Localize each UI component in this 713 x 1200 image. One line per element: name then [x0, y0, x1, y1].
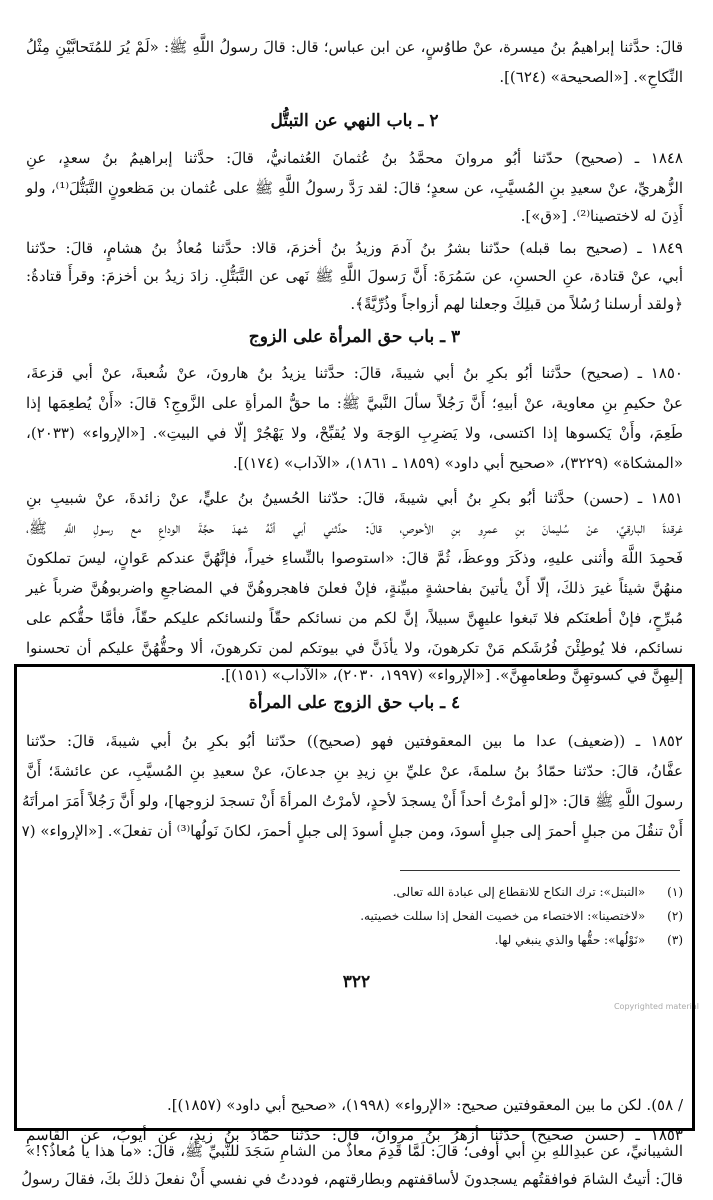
text-line: النِّكاحِ». [«الصحيحة» (٦٢٤)]. [499, 68, 683, 86]
copyright-watermark: Copyrighted material [613, 1002, 699, 1011]
hadith-line: إليهِنَّ في كسوتهِنَّ وطعامهِنَّ». [«الإرواء» (١٩٩٧، ٢٠٣٠)، «الآداب» (١٥١)]. [220, 666, 683, 684]
footnote-number: (٢) [667, 909, 683, 923]
hadith-line: رسولَ اللَّهِ ﷺ قالَ: «[لو أمرْتُ أحداً أَنْ يسجدَ لأحدٍ، لأمرْتُ المرأةَ أَنْ تسجدَ لزوجها]، ولو أَنَّ رَجُلاً أَمَرَ امرأتَهُ [22, 792, 683, 810]
hadith-line: أَنْ تنقُلَ من جبلٍ أحمرَ إلى جبلٍ أسودَ، ومن جبلٍ أسودَ إلى جبلٍ أحمرَ، لكانَ نَولُها⁽³⁾ أن تفعلَ». [«الإرواء» (٧ [21, 822, 683, 840]
footnote [320, 930, 683, 950]
hadith-line: ﴿ولقد أرسلنا رُسُلاً من قبلِكَ وجعلنا لهم أزواجاً وذُرِّيَّةً﴾. [350, 295, 683, 313]
hadith-line: ١٨٥٠ ـ (صحيح) حدَّثنا أبُو بكرِ بنُ أبي شيبةَ، قالَ: حدَّثنا يزيدُ بنُ هارونَ، عنْ شُعبةَ، عنْ أبي قزعةَ، [26, 364, 683, 382]
chapter-title: ٤ ـ باب حق الزوج على المرأة [248, 693, 461, 713]
hadith-line: مُبرِّحٍ، فإنْ أطعنَكم فلا تَبغوا عليهِنَّ سبيلاً، إنَّ لكم من نسائكم حقّاً ولنسائكم عليكم حقّاً، فأمَّا حقُّكم على [26, 609, 683, 627]
page-number: ٣٢٢ [342, 972, 371, 992]
chapter-title: ٢ ـ باب النهي عن التبتُّل [270, 111, 439, 131]
text-line: ١٨٥٣ ـ (حسن صحيح) حدّثنا أزهرُ بنُ مروانَ، قالَ: حدّثنا حمّادُ بنُ زيدٍ، عن أيوبَ، عن القاسمِ [26, 1126, 683, 1144]
hadith-line: عفَّانُ، قالَ: حدّثنا حمّادُ بنُ سلمةَ، عنْ عليِّ بنِ زيدِ بنِ جدعانَ، عنْ سعيدِ بنِ المُسيَّبِ، عن عائشةَ؛ أَنَّ [26, 762, 683, 780]
footnote [320, 882, 683, 902]
hadith-line: نسائكم، فلا يُوطِئْنَ فُرُشَكم مَنْ تكرهونَ، ولا يأذَنَّ في بيوتكم لمن تكرهونَ، ألا وحقُّهُنَّ عليكم أن تحسنوا [26, 639, 683, 657]
hadith-line: أَذِنَ له لاختصينا⁽²⁾. [«ق»]. [520, 207, 683, 225]
text-line: قالَ: حدَّثنا إبراهيمُ بنُ ميسرة، عنْ طاوُسٍ، عن ابن عباس؛ قال: قالَ رسولُ اللَّهِ ﷺ: «لَمْ يُرَ للمُتَحابَّيْنِ مِثْلُ [26, 38, 683, 56]
hadith-line: أبي، عنْ قتادة، عنِ الحسنِ، عن سَمُرَةَ: أَنَّ رَسولَ اللَّهِ ﷺ نَهى عن التَّبَتُّلِ. زادَ زيدُ بن أخزمَ: وقرأَ قتادةُ: [26, 267, 683, 285]
footnote-number: (١) [667, 885, 683, 899]
footnote [320, 906, 683, 926]
hadith-line: ١٨٤٨ ـ (صحيح) حدّثنا أبُو مروانَ محمَّدُ بنُ عُثمانَ العُثمانيُّ، قالَ: حدَّثنا إبراهيمُ بنُ سعدٍ، عنِ [26, 149, 683, 167]
footnote-text: «لاختصينا»: الاختصاء من خصيت الفحل إذا سللت خصيتيه. [360, 909, 646, 923]
hadith-line: فَحمِدَ اللَّهَ وأثنى عليهِ، وذكَرَ ووعظَ، ثُمَّ قالَ: «استوصوا بالنِّساءِ خيراً، فإنَّهُنَّ عندكم عَوانٍ، ليسَ تملكونَ [26, 549, 683, 567]
text-line: قالَ: أتيتُ الشامَ فوافقتُهم يسجدونَ لأساقفتهم وبطارقتهم، فوددتُ في نفسي أَنْ نفعلَ ذلكَ بكَ، فقالَ رسولُ [21, 1170, 683, 1188]
hadith-line: طَعِمَ، وأَنْ يَكسوها إذا اكتسى، ولا يَضرِبِ الوَجهَ ولا يُقبِّحْ، ولا يَهْجُرْ إلّا في البيتِ». [«الإرواء» (٢٠٣٣)، [26, 424, 683, 442]
footnote-rule [400, 870, 680, 871]
hadith-line: ١٨٥٢ ـ ((ضعيف) عدا ما بين المعقوفتين فهو (صحيح)) حدّثنا أبُو بكرِ بنُ أبي شيبةَ، قالَ: حدّثنا [26, 732, 683, 750]
hadith-line: عنْ حكيمِ بنِ معاوية، عنْ أبيهِ؛ أَنَّ رَجُلاً سألَ النَّبيَّ ﷺ: ما حقُّ المرأةِ على الزَّوجِ؟ قالَ: «أَنْ يُطعِمَها إذا [26, 394, 683, 412]
hadith-line: الزُّهريِّ، عنْ سعيدِ بنِ المُسيَّبِ، عن سعدٍ؛ قالَ: لقد رَدَّ رسولُ اللَّهِ ﷺ على عُثمان بن مَظعونٍ التَّبَتُّلَ⁽¹⁾، ولو [26, 179, 683, 197]
chapter-title: ٣ ـ باب حق المرأة على الزوج [248, 327, 461, 347]
hadith-line: غرقدةَ البارقيِّ، عنْ سُليمانَ بنِ عمرِو بنِ الأحوصِ، قالَ: حدَّثني أبي أنَّهُ شهدَ حجَّةَ الوداعِ مع رسولِ اللَّهِ ﷺ، [26, 519, 683, 537]
hadith-line: ١٨٤٩ ـ (صحيح بما قبله) حدّثنا بشرُ بنُ آدمَ وزيدُ بنُ أخزمَ، قالا: حدَّثنا مُعاذُ بنُ هشامٍ، قالَ: حدّثنا [26, 239, 683, 257]
hadith-line: «المشكاة» (٣٢٢٩)، «صحيح أبي داود» (١٨٥٩ ـ ١٨٦١)، «الآداب» (١٧٤)]. [232, 454, 683, 472]
text-line: الشيبانيِّ، عن عبدِاللهِ بنِ أبي أوفى؛ قالَ: لَمَّا قَدِمَ معاذٌ من الشامِ سَجَدَ للنَّبيِّ ﷺ، قالَ: «ما هذا يا مُعاذُ؟!» [26, 1142, 683, 1160]
text-line: / ٥٨). لكن ما بين المعقوفتين صحيح: «الإرواء» (١٩٩٨)، «صحيح أبي داود» (١٨٥٧)]. [166, 1096, 683, 1114]
hadith-line: منهُنَّ شيئاً غيرَ ذلكَ، إلّا أَنْ يأتينَ بفاحشةٍ مبيِّنةٍ، فإنْ فعلنَ فاهجروهُنَّ في المضاجعِ واضربوهُنَّ ضرباً غير [26, 579, 683, 597]
footnote-text: «التبتل»: ترك النكاح للانقطاع إلى عبادة الله تعالى. [392, 885, 646, 899]
footnote-text: «نَوْلُها»: حقُّها والذي ينبغي لها. [494, 933, 646, 947]
hadith-line: ١٨٥١ ـ (حسن) حدَّثنا أبُو بكرِ بنُ أبي شيبةَ، قالَ: حدّثنا الحُسينُ بنُ عليٍّ، عنْ زائدةَ، عنْ شبيبِ بنِ [26, 489, 683, 507]
footnote-number: (٣) [667, 933, 683, 947]
